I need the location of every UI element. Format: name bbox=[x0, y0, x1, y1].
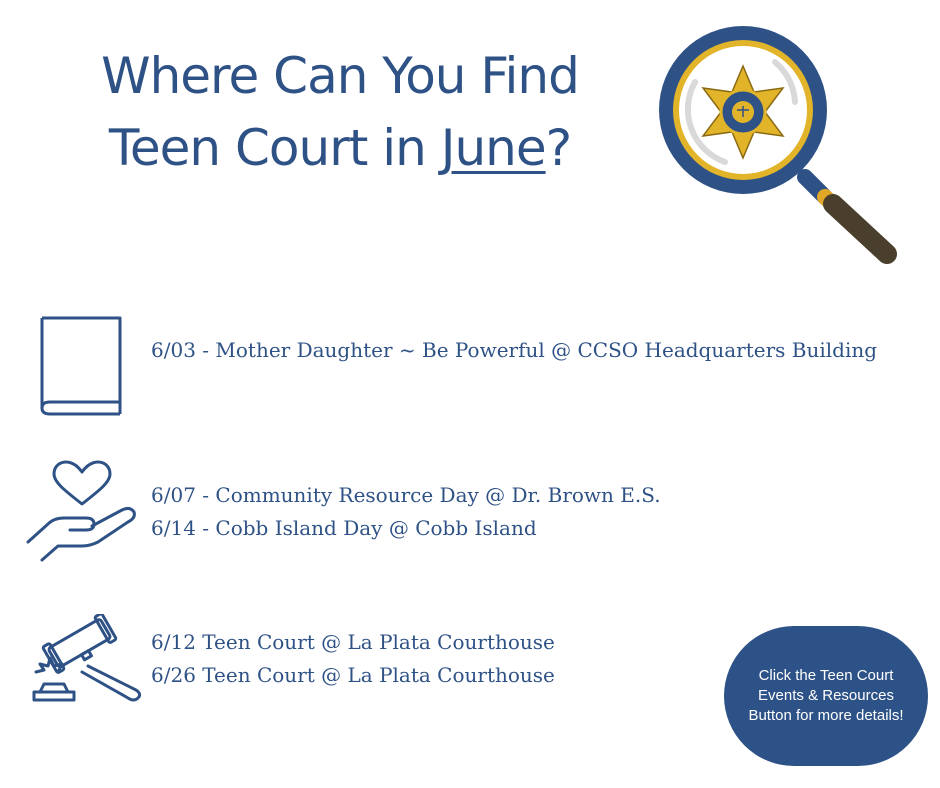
event-item: 6/12 Teen Court @ La Plata Courthouse bbox=[151, 630, 555, 654]
gavel-icon bbox=[28, 614, 144, 710]
title-line-2-prefix: Teen Court in bbox=[108, 119, 441, 177]
title-line-1: Where Can You Find bbox=[101, 47, 579, 105]
book-icon bbox=[36, 314, 128, 418]
title-month: June bbox=[440, 119, 546, 177]
title-line-2 bbox=[40, 112, 640, 184]
event-item: 6/07 - Community Resource Day @ Dr. Brown E.S. bbox=[151, 483, 661, 507]
cta-text: Click the Teen Court Events & Resources Button for more details! bbox=[748, 667, 904, 724]
page-title bbox=[40, 40, 640, 184]
event-item: 6/14 - Cobb Island Day @ Cobb Island bbox=[151, 516, 537, 540]
cta-bubble[interactable] bbox=[724, 626, 928, 766]
events-group-2 bbox=[151, 479, 661, 545]
events-group-3 bbox=[151, 626, 555, 692]
magnifying-glass-badge-icon bbox=[655, 22, 905, 267]
event-item: 6/26 Teen Court @ La Plata Courthouse bbox=[151, 663, 555, 687]
heart-in-hand-icon bbox=[24, 460, 138, 564]
event-item: 6/03 - Mother Daughter ~ Be Powerful @ CCSO Headquarters Building bbox=[151, 338, 878, 362]
title-line-2-suffix: ? bbox=[545, 119, 572, 177]
events-group-1 bbox=[151, 334, 877, 367]
